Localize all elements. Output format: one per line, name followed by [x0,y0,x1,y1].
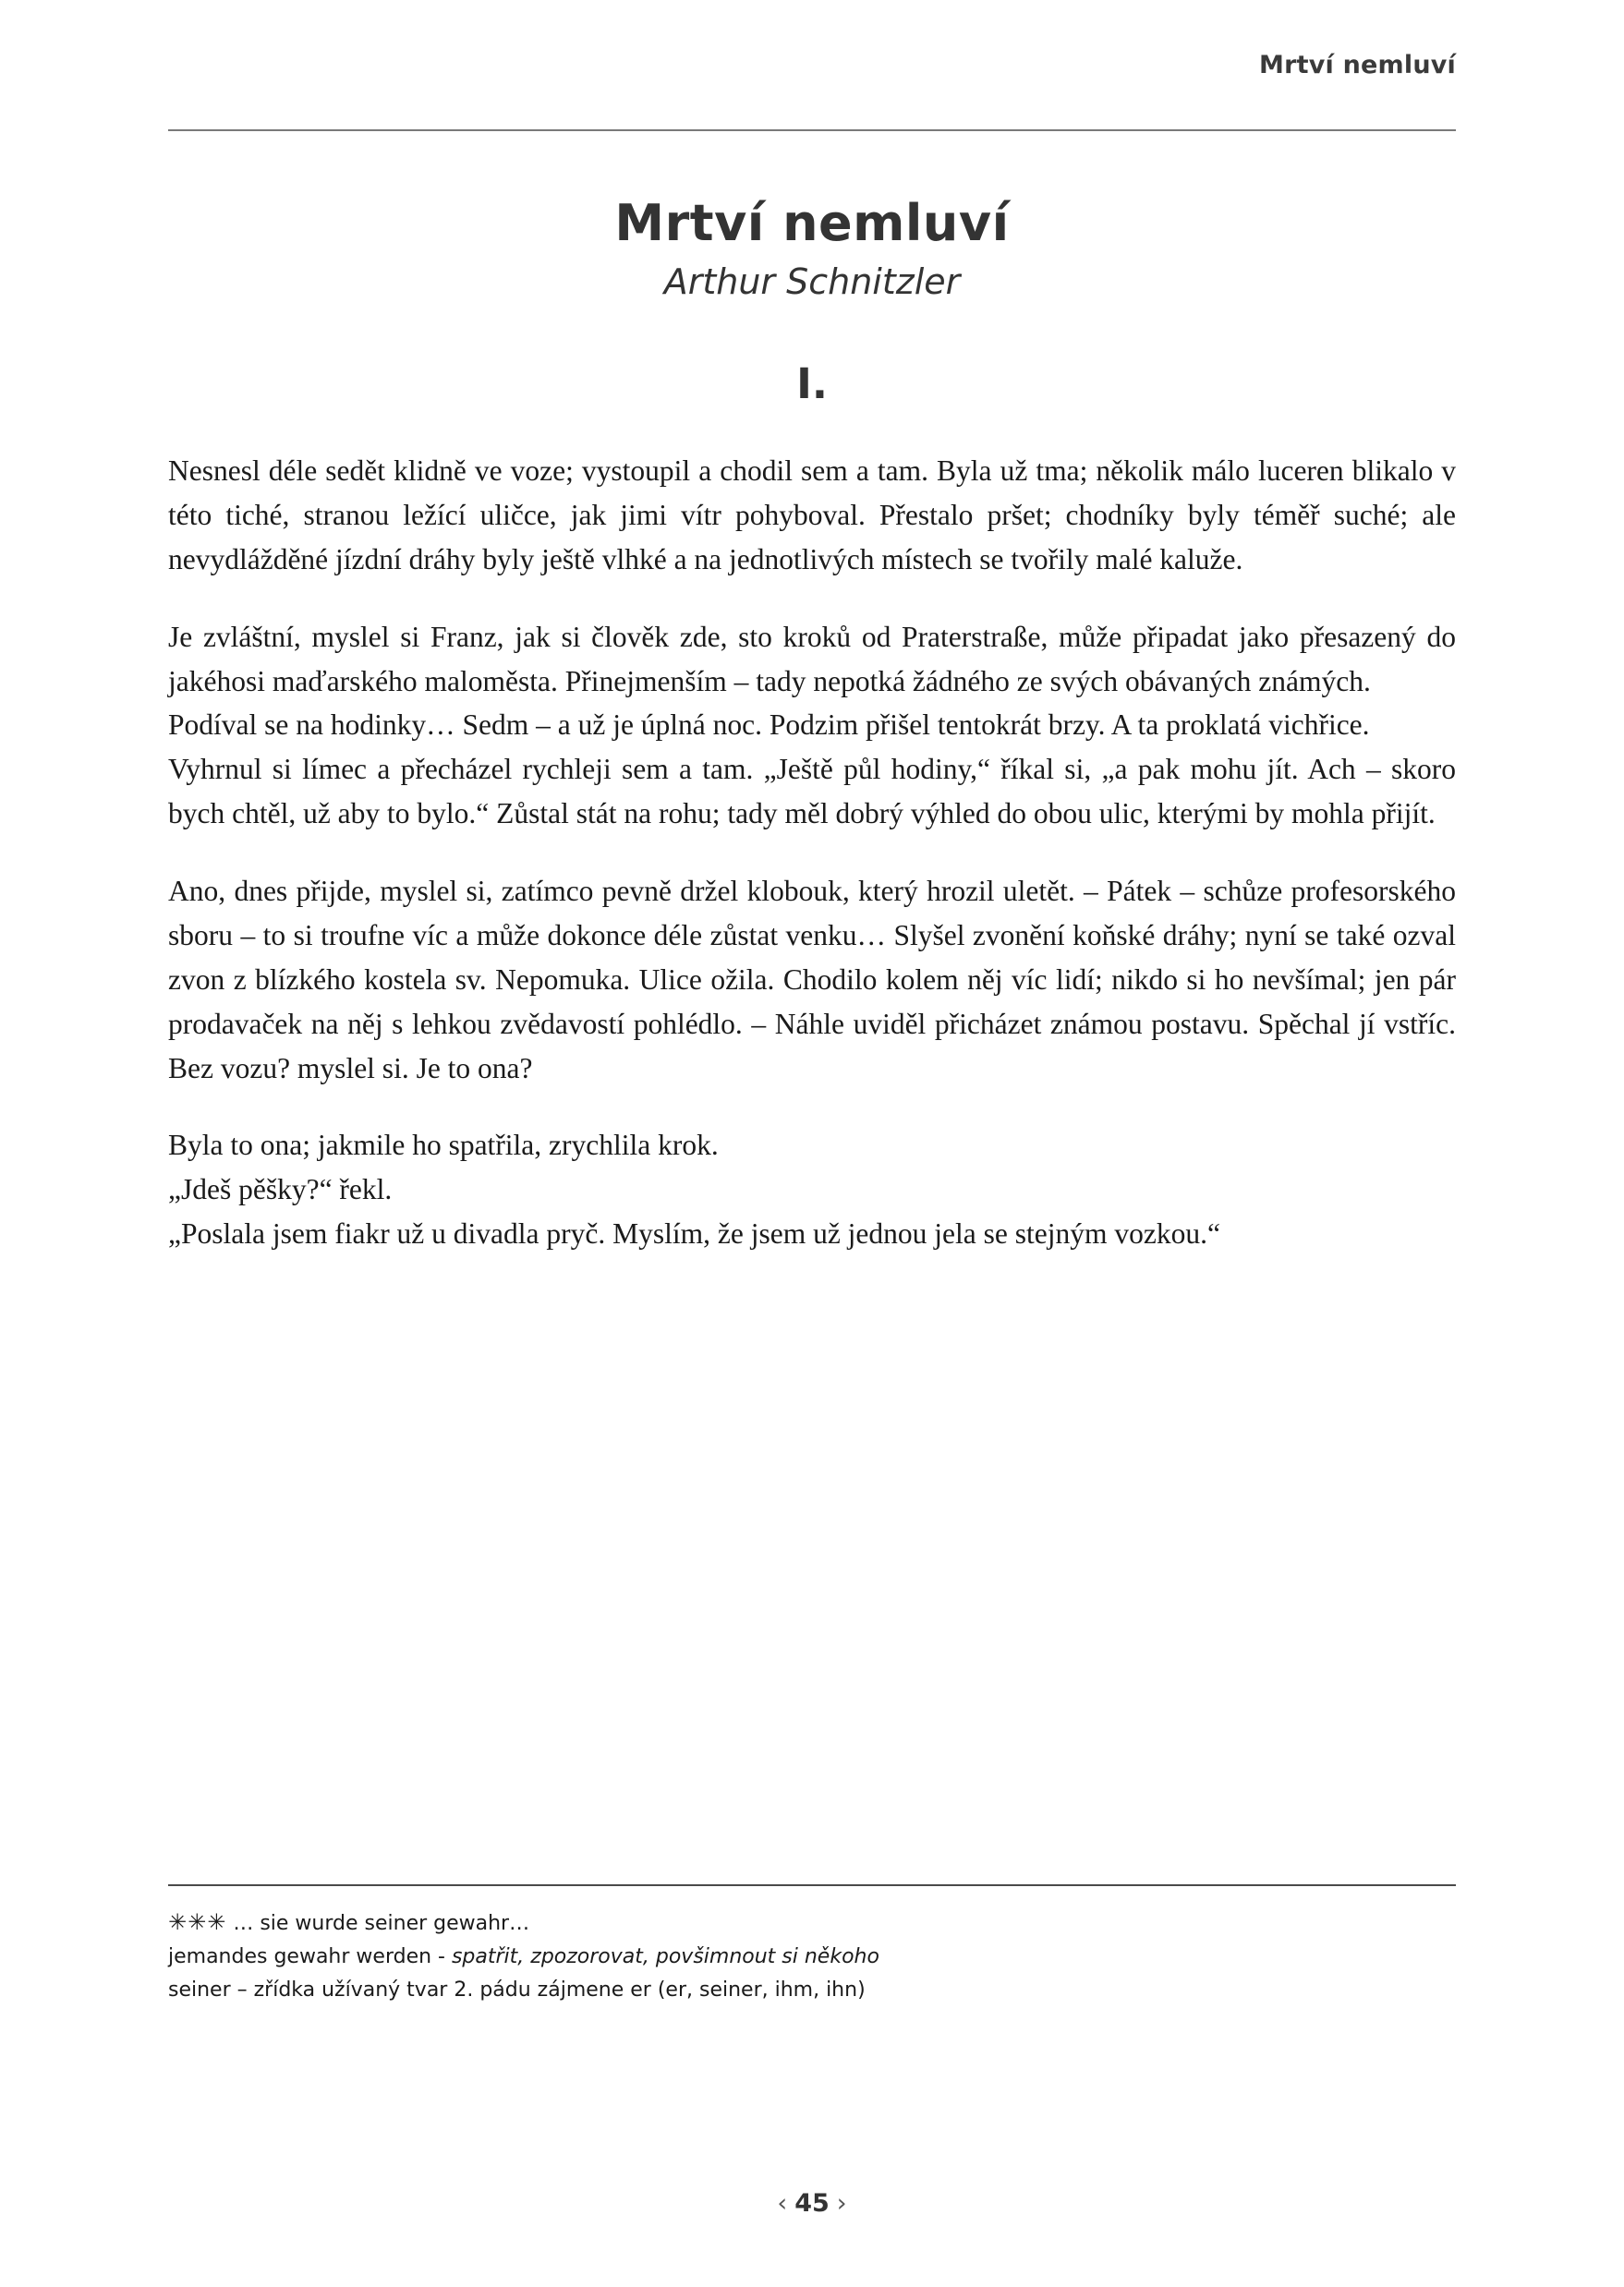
paragraph: „Poslala jsem fiakr už u divadla pryč. Myslím, že jsem už jednou jela se stejným vozkou.“ [168,1217,1220,1251]
footnote-block [168,1905,1456,2006]
footnote-line [168,1905,1456,1941]
folio-right-ornament: › [836,2189,847,2218]
footnote-marker: ✳✳✳ [168,1909,227,1935]
page-folio [0,2189,1624,2218]
footnote-divider [168,1884,1456,1886]
section-number: I. [796,359,828,408]
paragraph: Nesnesl déle sedět klidně ve voze; vystoupil a chodil sem a tam. Byla už tma; několik málo luceren blikalo v této tiché, stranou ležící uličce, jak jimi vítr pohyboval. Přestalo pršet; chodníky byly téměř suché; ale nevydlážděné jízdní dráhy byly ještě vlhké a na jednotlivých místech se tvořily malé kaluže. [168,454,1456,575]
running-head: Mrtví nemluví [1259,51,1456,79]
folio-left-ornament: ‹ [777,2189,788,2218]
footnote-line [168,1941,1456,1974]
footnote-term: jemandes gewahr werden - [168,1944,452,1968]
footnote-text: … sie wurde seiner gewahr… [233,1912,530,1935]
paragraph: Byla to ona; jakmile ho spatřila, zrychlila krok. [168,1129,719,1162]
paragraph: Podíval se na hodinky… Sedm – a už je úplná noc. Podzim přišel tentokrát brzy. A ta proklatá vichřice. [168,708,1370,742]
page-content [168,194,1456,1256]
footnote-note: seiner – zřídka užívaný tvar 2. pádu zájmene er (er, seiner, ihm, ihn) [168,1978,866,2002]
header-divider [168,129,1456,131]
footnote-gloss: spatřit, zpozorovat, povšimnout si někoho [451,1944,879,1968]
page-title: Mrtví nemluví [614,194,1010,252]
paragraph: „Jdeš pěšky?“ řekl. [168,1173,393,1206]
page-number: 45 [794,2189,830,2218]
paragraph: Ano, dnes přijde, myslel si, zatímco pevně držel klobouk, který hrozil uletět. – Pátek – schůze profesorského sboru – to si troufne víc a může dokonce déle zůstat venku… Slyšel zvonění koňské dráhy; nyní se také ozval zvon z blízkého kostela sv. Nepomuka. Ulice ožila. Chodilo kolem něj víc lidí; nikdo si ho nevšímal; jen pár prodavaček na něj s lehkou zvědavostí pohlédlo. – Náhle uviděl přicházet známou postavu. Spěchal jí vstříc. Bez vozu? myslel si. Je to ona? [168,875,1456,1084]
author-name: Arthur Schnitzler [663,261,961,302]
paragraph: Vyhrnul si límec a přecházel rychleji sem a tam. „Ještě půl hodiny,“ říkal si, „a pak mohu jít. Ach – skoro bych chtěl, už aby to bylo.“ Zůstal stát na rohu; tady měl dobrý výhled do obou ulic, kterými by mohla přijít. [168,753,1456,830]
paragraph: Je zvláštní, myslel si Franz, jak si člověk zde, sto kroků od Praterstraße, může připadat jako přesazený do jakéhosi maďarského maloměsta. Přinejmenším – tady nepotká žádného ze svých obávaných známých. [168,620,1456,697]
footnote-line [168,1974,1456,2007]
